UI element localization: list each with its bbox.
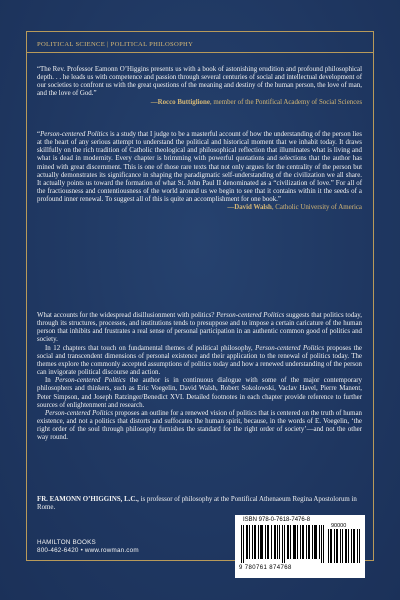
author-bio-text: is professor of philosophy at the Pontifical Athenaeum Regina Apostolorum in Rome. <box>37 496 357 512</box>
endorsement-name: —David Walsh <box>227 204 272 212</box>
endorsement-name: —Rocco Buttiglione <box>150 98 210 106</box>
description-text: proposes an outline for a renewed vision of politics that is centered on the truth of human existence, and not a politics that distorts and suffocates the human spirit, because, in the words of E. Voegelin, ‘the right order of the soul through philosophy furnishes the standard for the right order of society’—and not the other way round. <box>37 409 362 442</box>
price-code: 90000 <box>331 523 347 529</box>
description-text: suggests that politics today, through its structures, processes, and institutions tends to presuppose and to impose a certain caricature of the human person that inhibits and frustrates a real sense of personal participation in an authentic common good of politics and society. <box>37 312 363 344</box>
book-title-italic: Person-centered Politics <box>55 377 126 385</box>
book-title-italic: Person-centered Politics <box>40 131 109 138</box>
description-text: the author is in continuous dialogue with some of the major contemporary philosophers and thinkers, such as Eric Voegelin, David Walsh, Robert Sokolowski, Vaclav Havel, Pierre Manent, Peter Simpson, and Joseph Ratzinger/Benedict XVI. Detailed footnotes in each chapter provide reference to further sources of enlightenment and research. <box>37 377 363 409</box>
book-title-italic: Person-centered Politics <box>255 344 325 352</box>
endorsement-quote: “The Rev. Professor Eamonn O’Higgins presents us with a book of astonishing erudition and profound philosophical depth. . . he leads us with competence and passion through several centuries of social and intellectual development of our societies to confront us with the great questions of the meaning and destiny of the human person, the love of man, and the love of God.” <box>37 66 362 98</box>
endorsement-quote-body: is a study that I judge to be a masterful account of how the understanding of the person lies at the heart of any serious attempt to understand the political and historical moment that we inhabit today. It draws skillfully on the rich tradition of Catholic theological and philosophical reflection that illuminates what is living and what is dead in modernity. Every chapter is brimming with powerful quotations and selections that the author has mined with great discernment. This is one of those rare texts that not only argues for the centrality of the person but actually demonstrates its significance in shaping the paradigmatic self-understanding of the civilization we all share. It actually points us toward the formation of what St. John Paul II denominated as a “civilization of love.” For all of the fractiousness and contentiousness of the world around us we begin to see that it contains within it the seeds of a profound inner renewal. To suggest all of this is quite an accomplishment for one book.” <box>37 131 362 204</box>
cover-frame <box>26 31 374 561</box>
ean-digits: 9 780761 874768 <box>239 565 292 571</box>
endorsement-quote <box>37 131 362 204</box>
endorsement-attribution <box>37 204 362 212</box>
category-rule <box>26 52 374 53</box>
book-description <box>37 312 362 443</box>
description-text: In 12 chapters that touch on fundamental themes of political philosophy, <box>45 344 256 352</box>
description-paragraph-2 <box>37 345 362 378</box>
category-left: POLITICAL SCIENCE <box>37 41 106 48</box>
category-label <box>37 41 193 48</box>
author-name: FR. EAMONN O’HIGGINS, L.C., <box>37 496 139 503</box>
publisher-block <box>37 539 139 555</box>
category-right: POLITICAL PHILOSOPHY <box>110 41 194 48</box>
description-text: In <box>45 377 56 385</box>
description-text: proposes the social and transcendent dimensions of personal existence and their application to the renewal of politics today. The themes explore the commonly accepted assumptions of politics today and how a renewed understanding of the person can invigorate political discourse and action. <box>37 344 362 377</box>
isbn-label: ISBN 978-0-7618-7476-8 <box>243 517 311 523</box>
addon-barcode-icon <box>328 529 360 563</box>
book-title-italic: Person-centered Politics <box>216 312 285 319</box>
barcode-box <box>235 515 365 578</box>
publisher-name: HAMILTON BOOKS <box>37 539 96 546</box>
ean-barcode-icon <box>241 525 325 563</box>
endorsement-buttiglione <box>37 66 362 107</box>
endorsement-affiliation: , Catholic University of America <box>271 204 362 212</box>
description-paragraph-3 <box>37 377 362 410</box>
endorsement-attribution <box>37 99 362 107</box>
open-quote-mark: “ <box>37 131 41 138</box>
description-text: What accounts for the widespread disillusionment with politics? <box>37 312 217 319</box>
publisher-contact: 800-462-6420 • www.rowman.com <box>37 547 139 554</box>
description-paragraph-1 <box>37 312 362 345</box>
endorsement-affiliation: , member of the Pontifical Academy of Social Sciences <box>209 98 362 106</box>
author-bio <box>37 496 362 512</box>
book-title-italic: Person-centered Politics <box>45 409 114 417</box>
category-separator: | <box>107 41 109 48</box>
endorsement-walsh <box>37 131 362 213</box>
description-paragraph-4 <box>37 410 362 443</box>
